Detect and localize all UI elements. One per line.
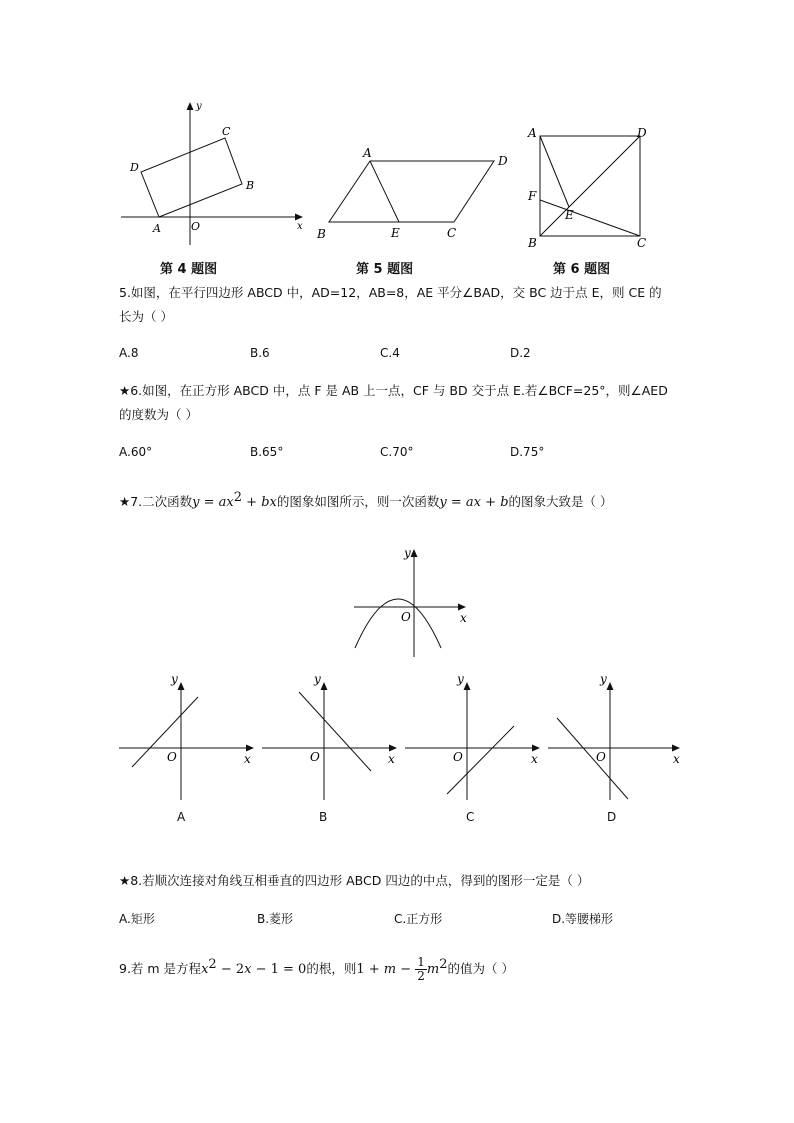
q6-option-a: A.60°: [119, 445, 153, 459]
fig6-segment-cf: [540, 200, 640, 236]
svg-text:y: y: [457, 672, 464, 686]
q9-frac-num: 1: [417, 955, 425, 970]
q7-graph-name-a: A: [177, 810, 186, 824]
fig6-label-f: F: [528, 189, 537, 203]
svg-text:y: y: [600, 672, 607, 686]
q7-func2-plus: +: [481, 495, 501, 511]
q7-middle: 的图象如图所示，则一次函数: [276, 494, 440, 510]
q7-graph-b: [262, 672, 397, 800]
q7-func1-bx: bx: [261, 495, 277, 511]
q7-graph-name-b: B: [319, 810, 328, 824]
q7-prefix: ★7.二次函数: [119, 494, 193, 510]
svg-text:x: x: [673, 752, 680, 766]
graph-a-line: [132, 697, 198, 767]
q7-func2-eq: =: [446, 495, 466, 511]
q7-func2-lhs: y: [439, 495, 447, 511]
fig4-caption: 第 4 题图: [160, 262, 218, 277]
figure-5: [310, 140, 520, 245]
svg-text:O: O: [453, 750, 463, 764]
q5-text-line2: 长为（ ）: [119, 309, 173, 324]
svg-text:O: O: [310, 750, 320, 764]
fig6-diagonal-bd: [540, 136, 640, 236]
fig4-label-a: A: [153, 222, 161, 235]
q7-graph-name-d: D: [607, 810, 617, 824]
q9-expr-one: 1 +: [356, 962, 384, 978]
parabola-x-arrow: [458, 604, 466, 611]
q7-func1-lhs: y: [192, 495, 200, 511]
svg-text:y: y: [171, 672, 178, 686]
q6-option-b: B.65°: [250, 445, 284, 459]
svg-text:y: y: [314, 672, 321, 686]
q6-option-c: C.70°: [380, 445, 414, 459]
q9-eq-x2: x: [244, 962, 252, 978]
q9-middle: 的根，则: [306, 961, 357, 977]
fig6-label-c: C: [637, 236, 647, 250]
fig4-label-c: C: [222, 125, 231, 138]
q7-option-graphs: [110, 665, 690, 810]
figure-4: [110, 95, 310, 245]
figure-6: [520, 120, 660, 250]
fig6-label-b: B: [528, 236, 537, 250]
q8-option-d: D.等腰梯形: [552, 912, 614, 926]
svg-text:x: x: [244, 752, 251, 766]
fig5-segment-ae: [370, 161, 399, 222]
q8-option-c: C.正方形: [394, 912, 443, 926]
fig6-label-e: E: [565, 208, 574, 222]
fig4-label-x: x: [297, 221, 303, 232]
fig5-caption: 第 5 题图: [356, 262, 414, 277]
q9-frac-den: 2: [417, 969, 425, 984]
q7-parabola-graph: [345, 540, 480, 665]
graph-d-line: [557, 718, 628, 799]
svg-text:x: x: [531, 752, 538, 766]
fig5-label-a: A: [363, 146, 372, 160]
parabola-curve: [355, 599, 441, 648]
q9-expr-minus: −: [396, 962, 416, 978]
q9-expr-m2-exp: 2: [439, 957, 448, 972]
q9-prefix: 9.若 m 是方程: [119, 961, 202, 977]
q9-eq-minus: − 2: [216, 962, 245, 978]
q7-graph-a: [119, 672, 254, 800]
fig6-segment-ae: [540, 136, 569, 207]
fig4-x-arrow: [295, 214, 303, 221]
q7-graph-c: [405, 672, 540, 800]
q7-graph-name-c: C: [466, 810, 475, 824]
q7-func2-ax: ax: [465, 495, 482, 511]
parabola-label-o: O: [401, 610, 411, 624]
parabola-label-y: y: [404, 546, 411, 560]
q7-graph-d: [548, 672, 680, 800]
q8-option-a: A.矩形: [119, 912, 155, 926]
svg-text:x: x: [388, 752, 395, 766]
q8-text: ★8.若顺次连接对角线互相垂直的四边形 ABCD 四边的中点，得到的图形一定是（ ）: [119, 873, 590, 888]
q9-expr-m2: m: [426, 962, 440, 978]
fig5-label-c: C: [447, 226, 457, 240]
q9-expr-m: m: [383, 962, 397, 978]
q6-text-line2: 的度数为（ ）: [119, 407, 198, 422]
svg-text:O: O: [167, 750, 177, 764]
q8-option-b: B.菱形: [257, 912, 294, 926]
fig4-y-arrow: [187, 102, 194, 110]
fig4-label-o: O: [191, 220, 201, 233]
fig4-label-b: B: [246, 179, 255, 192]
q5-option-b: B.6: [250, 346, 270, 360]
q7-func1-plus: +: [242, 495, 262, 511]
q5-text-line1: 5.如图，在平行四边形 ABCD 中，AD=12，AB=8，AE 平分∠BAD，交 BC 边于点 E，则 CE 的: [119, 285, 662, 300]
q6-option-d: D.75°: [510, 445, 545, 459]
q9-fraction: [415, 956, 427, 983]
fig5-label-d: D: [498, 154, 508, 168]
fig6-caption: 第 6 题图: [553, 262, 611, 277]
q9-eq-tail: − 1 = 0: [251, 962, 307, 978]
q7-suffix: 的图象大致是（ ）: [508, 494, 613, 510]
fig5-parallelogram: [329, 161, 494, 222]
svg-text:O: O: [596, 750, 606, 764]
q7-func1-exp: 2: [233, 490, 243, 505]
q5-option-a: A.8: [119, 346, 139, 360]
fig4-rectangle: [141, 138, 242, 217]
fig5-label-b: B: [317, 227, 326, 241]
q9-eq-exp: 2: [208, 957, 217, 972]
fig4-label-y: y: [196, 101, 202, 112]
q7-func1-eq: =: [199, 495, 219, 511]
q5-option-d: D.2: [510, 346, 531, 360]
q7-func2-b: b: [500, 495, 509, 511]
q9-suffix: 的值为（ ）: [447, 961, 515, 977]
fig6-label-a: A: [528, 126, 537, 140]
q9-text: [119, 948, 514, 987]
fig4-label-d: D: [130, 161, 139, 174]
fig5-label-e: E: [391, 226, 400, 240]
q9-eq-x: x: [201, 962, 209, 978]
fig6-label-d: D: [637, 126, 647, 140]
q7-text: [119, 486, 613, 515]
q5-option-c: C.4: [380, 346, 400, 360]
q7-func1-a: ax: [218, 495, 234, 511]
parabola-label-x: x: [460, 611, 467, 625]
q6-text-line1: ★6.如图，在正方形 ABCD 中，点 F 是 AB 上一点，CF 与 BD 交于点 E.若∠BCF=25°，则∠AED: [119, 383, 668, 398]
parabola-y-arrow: [411, 549, 418, 557]
